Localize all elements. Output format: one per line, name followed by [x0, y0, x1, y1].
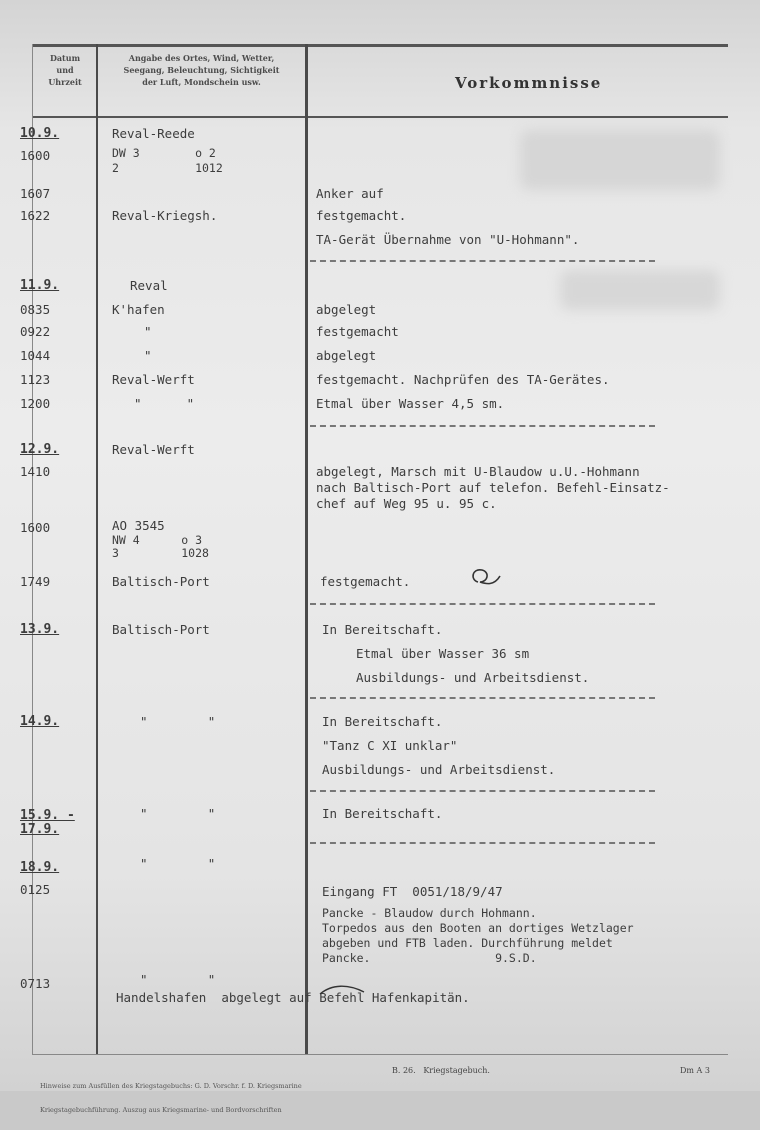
section-divider — [310, 603, 655, 605]
entry-event: abgelegt, Marsch mit U-Blaudow u.U.-Hohmann — [316, 464, 640, 479]
header-date-column — [34, 52, 96, 88]
footer-note-line2: Kriegstagebuchführung. Auszug aus Kriegsmarine- und Bordvorschriften — [40, 1106, 282, 1114]
entry-place: Reval-Reede — [112, 126, 195, 141]
entry-place: " " — [140, 972, 216, 987]
header-date-line2: und — [56, 65, 74, 75]
footer-form-id: B. 26. Kriegstagebuch. — [392, 1066, 490, 1075]
entry-time: 1044 — [20, 348, 51, 363]
entry-place: " — [144, 348, 152, 363]
entry-date: 12.9. — [20, 442, 60, 457]
entry-time: 0922 — [20, 324, 51, 339]
section-divider — [310, 697, 655, 699]
entry-time: 0713 — [20, 976, 51, 991]
entry-event: nach Baltisch-Port auf telefon. Befehl-Einsatz- — [316, 480, 670, 495]
entry-event: chef auf Weg 95 u. 95 c. — [316, 496, 497, 511]
entry-event: Etmal über Wasser 4,5 sm. — [316, 396, 505, 411]
entry-event: In Bereitschaft. — [322, 622, 443, 637]
entry-event: abgelegt — [316, 302, 377, 317]
section-divider — [310, 790, 655, 792]
footer-code: Dm A 3 — [680, 1066, 710, 1075]
smudge — [520, 130, 720, 190]
entry-place: 2 1012 — [112, 161, 223, 175]
bottom-rule — [32, 1054, 728, 1055]
entry-date: 13.9. — [20, 622, 60, 637]
entry-place: " " — [140, 856, 216, 871]
entry-place: " " — [140, 714, 216, 729]
entry-event: Handelshafen abgelegt auf Befehl Hafenkapitän. — [116, 990, 470, 1005]
column-divider-1 — [96, 44, 98, 1054]
handwritten-mark — [318, 980, 368, 1000]
smudge — [560, 270, 720, 310]
entry-time: 0835 — [20, 302, 51, 317]
column-divider-2 — [305, 44, 308, 1054]
section-divider — [310, 425, 655, 427]
entry-date: 17.9. — [20, 822, 60, 837]
entry-place: 3 1028 — [112, 546, 209, 560]
entry-time: 1622 — [20, 208, 51, 223]
entry-place: DW 3 o 2 — [112, 146, 216, 160]
entry-date: 14.9. — [20, 714, 60, 729]
entry-event: festgemacht. — [316, 208, 407, 223]
entry-place: Reval-Werft — [112, 372, 195, 387]
entry-place: Baltisch-Port — [112, 574, 210, 589]
entry-place: " — [144, 324, 152, 339]
entry-date: 15.9. - — [20, 808, 75, 823]
handwritten-mark — [466, 562, 506, 592]
entry-event: Ausbildungs- und Arbeitsdienst. — [356, 670, 590, 685]
header-date-line1: Datum — [49, 53, 81, 63]
entry-event: In Bereitschaft. — [322, 806, 443, 821]
entry-event: TA-Gerät Übernahme von "U-Hohmann". — [316, 232, 580, 247]
entry-event: Etmal über Wasser 36 sm — [356, 646, 530, 661]
entry-place: Baltisch-Port — [112, 622, 210, 637]
entry-event: festgemacht. — [320, 574, 411, 589]
entry-event: Ausbildungs- und Arbeitsdienst. — [322, 762, 556, 777]
header-rule — [32, 116, 728, 118]
header-place-line3: der Luft, Mondschein usw. — [142, 77, 261, 87]
entry-place: Reval — [130, 278, 168, 293]
entry-time: 1600 — [20, 148, 51, 163]
entry-event: Torpedos aus den Booten an dortiges Wetzlager — [322, 921, 634, 935]
header-place-line2: Seegang, Beleuchtung, Sichtigkeit — [123, 65, 280, 75]
entry-event: abgeben und FTB laden. Durchführung meldet — [322, 936, 613, 950]
entry-event: Pancke - Blaudow durch Hohmann. — [322, 906, 537, 920]
footer-note-line1: Hinweise zum Ausfüllen des Kriegstagebuchs: G. D. Vorschr. f. D. Kriegsmarine — [40, 1082, 302, 1090]
entry-place: " " — [134, 396, 195, 411]
entry-date: 10.9. — [20, 126, 60, 141]
entry-event: "Tanz C XI unklar" — [322, 738, 458, 753]
entry-event: In Bereitschaft. — [322, 714, 443, 729]
entry-event: festgemacht. Nachprüfen des TA-Gerätes. — [316, 372, 610, 387]
header-date-line3: Uhrzeit — [48, 77, 82, 87]
entry-place: K'hafen — [112, 302, 165, 317]
entry-event: abgelegt — [316, 348, 377, 363]
entry-event: Pancke. 9.S.D. — [322, 951, 537, 965]
entry-place: Reval-Werft — [112, 442, 195, 457]
entry-time: 0125 — [20, 882, 51, 897]
entry-place: Reval-Kriegsh. — [112, 208, 218, 223]
entry-date: 11.9. — [20, 278, 60, 293]
entry-date: 18.9. — [20, 860, 60, 875]
header-place-column — [98, 52, 305, 88]
entry-event: Eingang FT 0051/18/9/47 — [322, 884, 503, 899]
entry-event: Anker auf — [316, 186, 384, 201]
entry-time: 1123 — [20, 372, 51, 387]
entry-place: NW 4 o 3 — [112, 533, 203, 547]
section-divider — [310, 842, 655, 844]
entry-event: festgemacht — [316, 324, 399, 339]
footer-note — [40, 1066, 302, 1130]
entry-time: 1410 — [20, 464, 51, 479]
entry-time: 1749 — [20, 574, 51, 589]
entry-time: 1600 — [20, 520, 51, 535]
header-events-title: Vorkommnisse — [455, 74, 603, 92]
entry-place: AO 3545 — [112, 518, 165, 533]
top-rule — [32, 44, 728, 47]
entry-place: " " — [140, 806, 216, 821]
section-divider — [310, 260, 655, 262]
entry-time: 1200 — [20, 396, 51, 411]
entry-time: 1607 — [20, 186, 51, 201]
header-place-line1: Angabe des Ortes, Wind, Wetter, — [128, 53, 275, 63]
